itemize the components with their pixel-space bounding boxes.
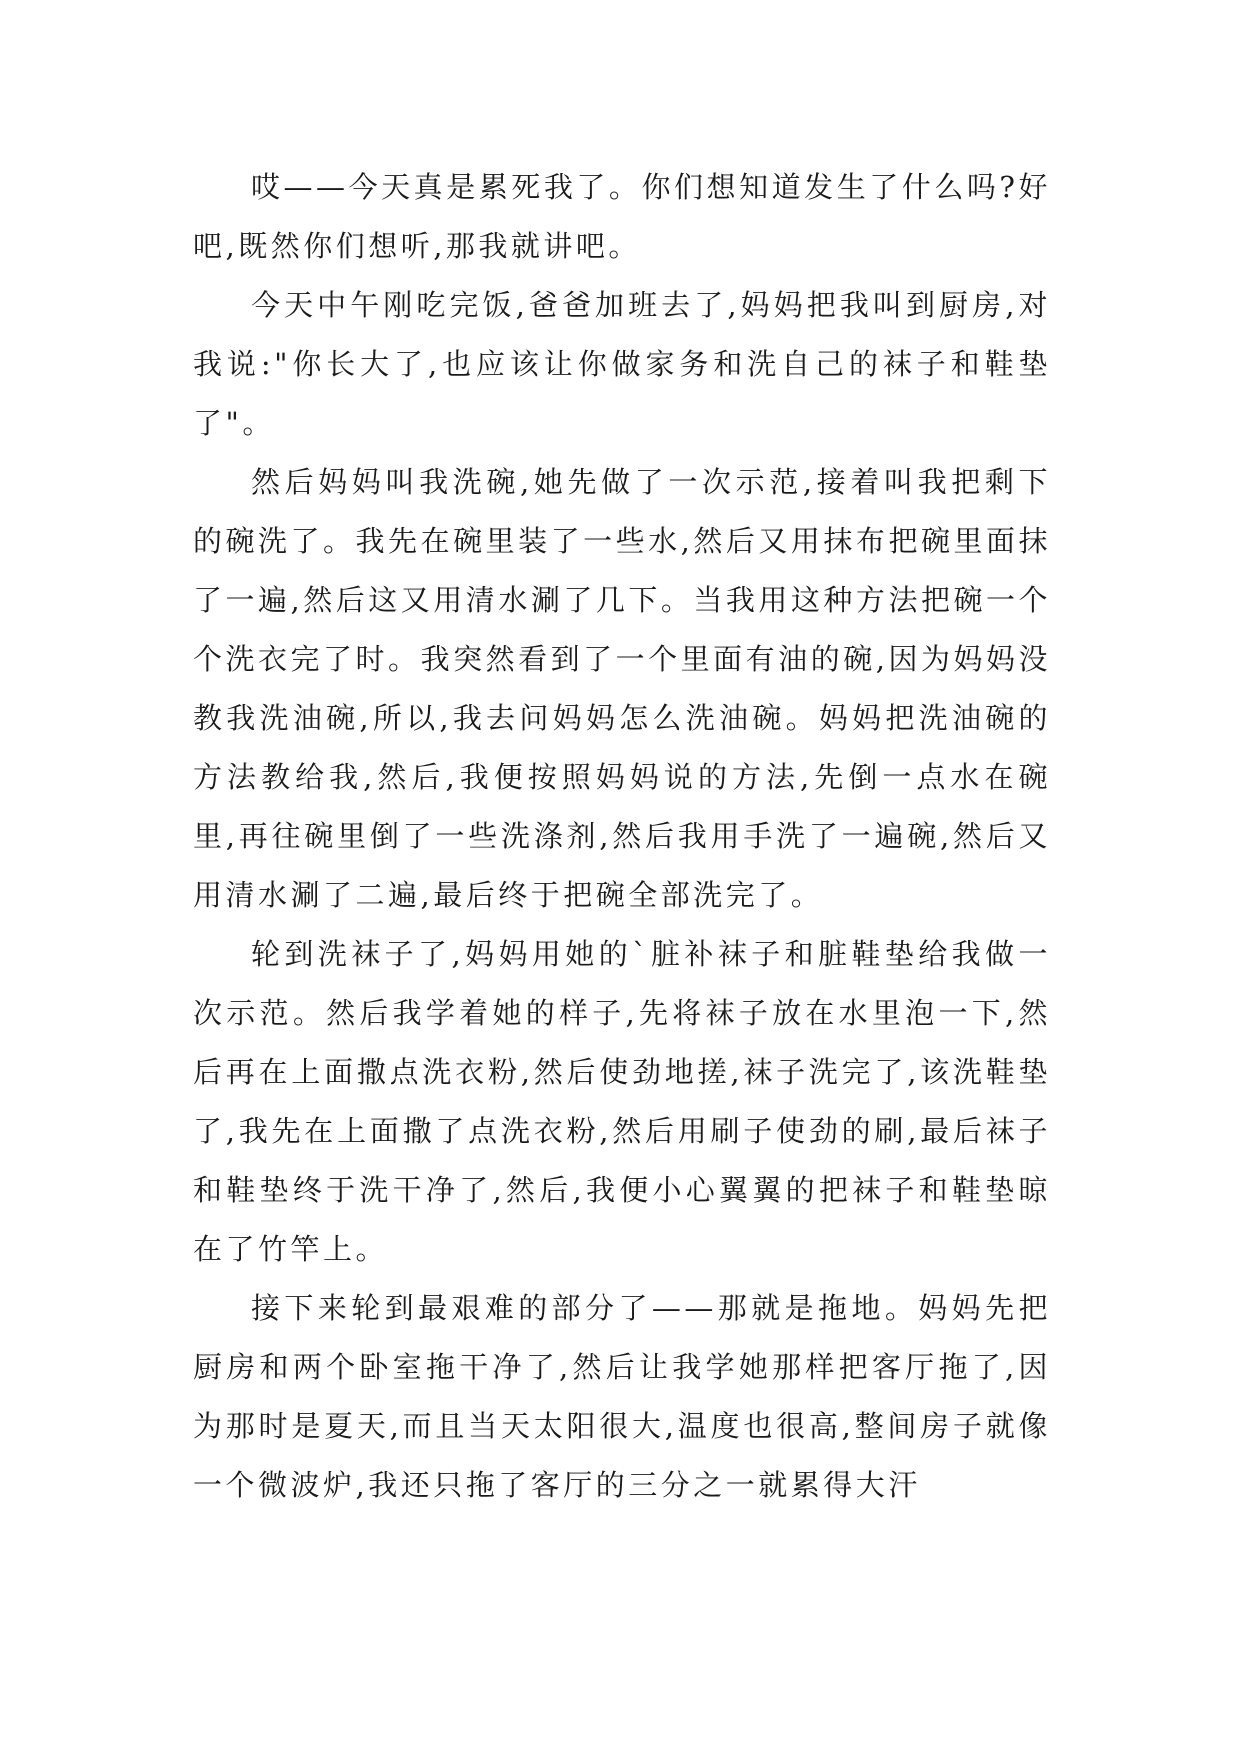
paragraph-3: 然后妈妈叫我洗碗,她先做了一次示范,接着叫我把剩下的碗洗了。我先在碗里装了一些水,然后又用抹布把碗里面抹了一遍,然后这又用清水涮了几下。当我用这种方法把碗一个个洗衣完了时。我突然看到了一个里面有油的碗,因为妈妈没教我洗油碗,所以,我去问妈妈怎么洗油碗。妈妈把洗油碗的方法教给我,然后,我便按照妈妈说的方法,先倒一点水在碗里,再往碗里倒了一些洗涤剂,然后我用手洗了一遍碗,然后又用清水涮了二遍,最后终于把碗全部洗完了。: [193, 465, 1051, 912]
paragraph-1: 哎——今天真是累死我了。你们想知道发生了什么吗?好吧,既然你们想听,那我就讲吧。: [193, 170, 1051, 263]
paragraph-4: 轮到洗袜子了,妈妈用她的`脏补袜子和脏鞋垫给我做一次示范。然后我学着她的样子,先将袜子放在水里泡一下,然后再在上面撒点洗衣粉,然后使劲地搓,袜子洗完了,该洗鞋垫了,我先在上面撒了点洗衣粉,然后用刷子使劲的刷,最后袜子和鞋垫终于洗干净了,然后,我便小心翼翼的把袜子和鞋垫晾在了竹竿上。: [193, 937, 1051, 1266]
paragraph-5: 接下来轮到最艰难的部分了——那就是拖地。妈妈先把厨房和两个卧室拖干净了,然后让我学她那样把客厅拖了,因为那时是夏天,而且当天太阳很大,温度也很高,整间房子就像一个微波炉,我还只拖了客厅的三分之一就累得大汗: [193, 1291, 1051, 1502]
paragraph-2: 今天中午刚吃完饭,爸爸加班去了,妈妈把我叫到厨房,对我说:"你长大了,也应该让你做家务和洗自己的袜子和鞋垫了"。: [193, 288, 1051, 440]
document-body: [193, 158, 1051, 1515]
